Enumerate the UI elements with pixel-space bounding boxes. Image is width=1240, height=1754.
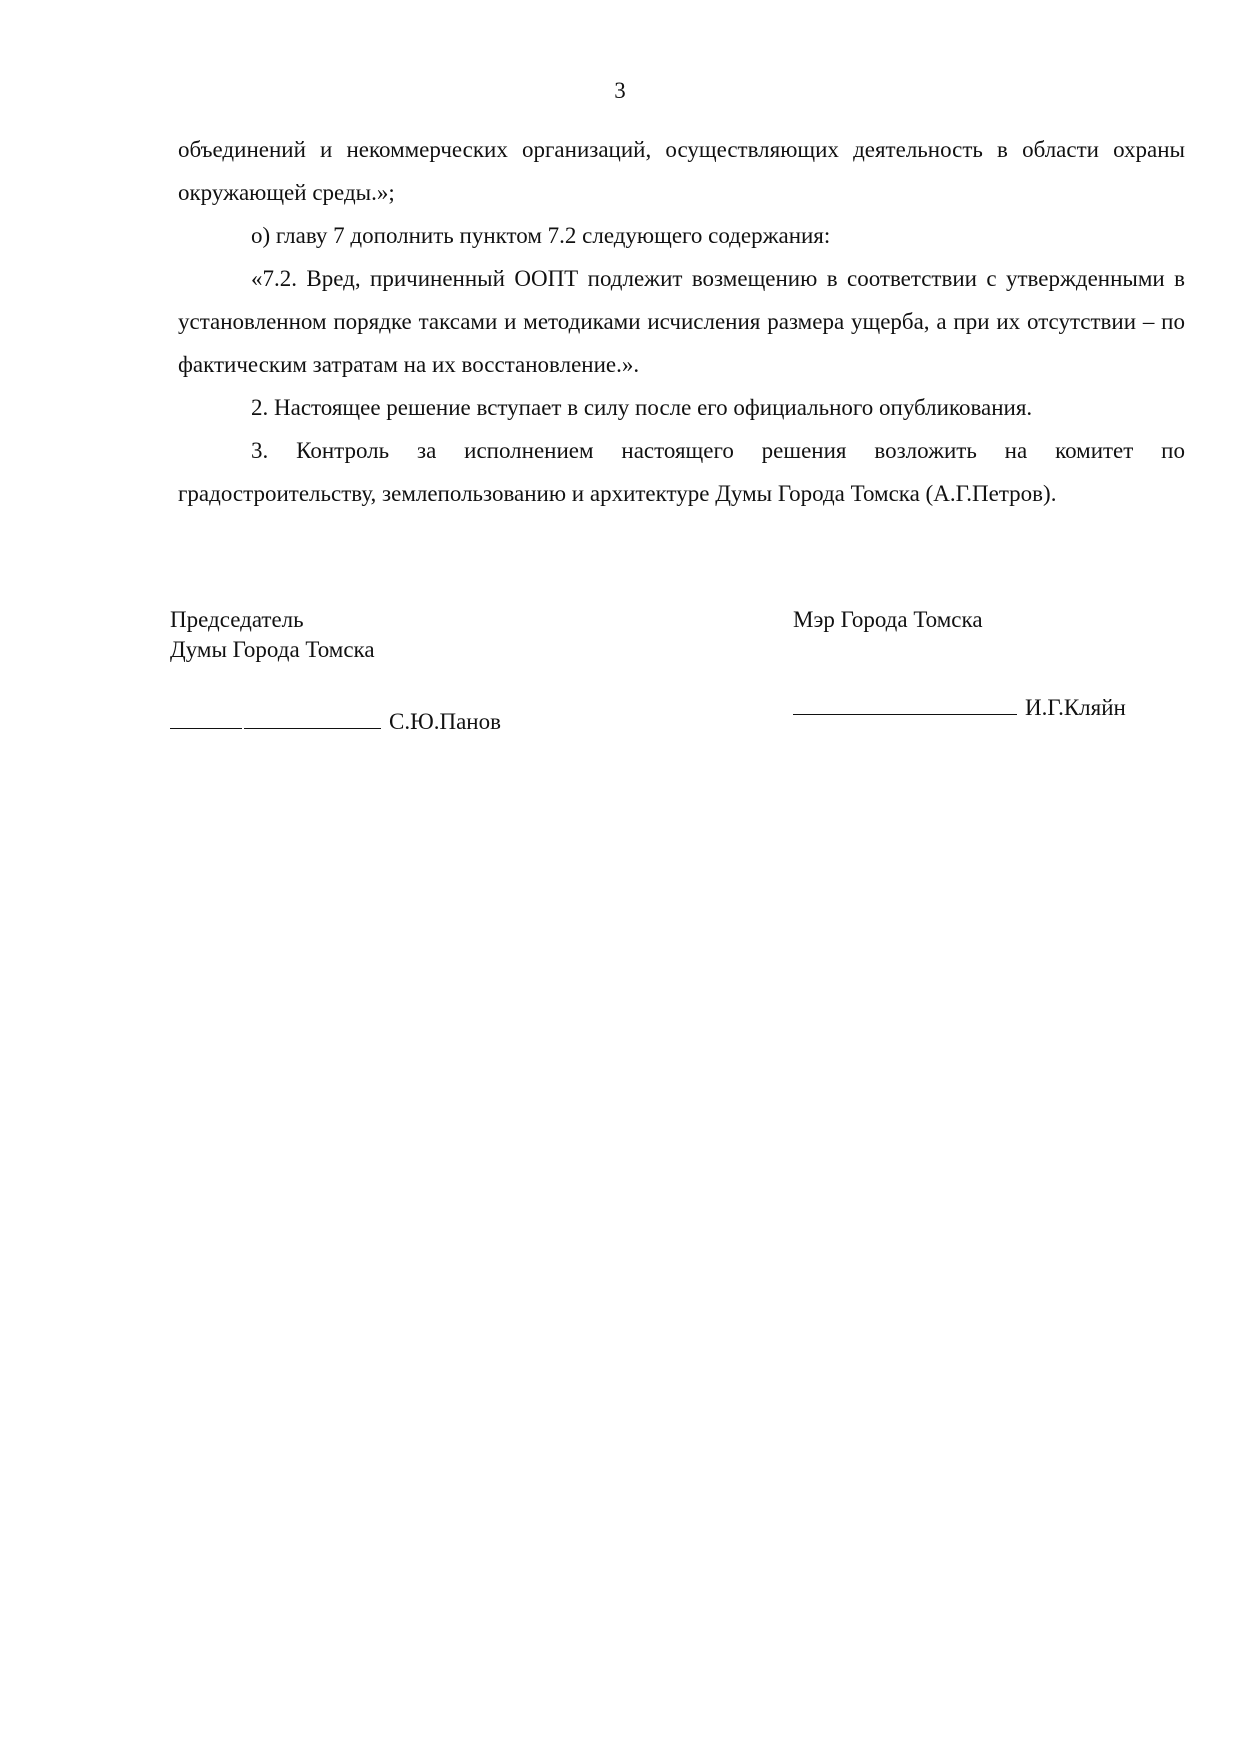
signature-line bbox=[244, 706, 381, 729]
chairman-title-line2: Думы Города Томска bbox=[170, 637, 375, 662]
page-number: 3 bbox=[614, 78, 626, 103]
chairman-title-line1: Председатель bbox=[170, 607, 304, 632]
paragraph-item-2: 2. Настоящее решение вступает в силу после его официального опубликования. bbox=[251, 395, 1033, 420]
chairman-signature-row bbox=[170, 706, 501, 737]
chairman-name: С.Ю.Панов bbox=[389, 709, 501, 734]
signature-line bbox=[793, 692, 1017, 715]
paragraph-amendment-o: о) главу 7 дополнить пунктом 7.2 следующего содержания: bbox=[251, 223, 831, 248]
mayor-name: И.Г.Кляйн bbox=[1025, 695, 1126, 720]
paragraph-item-3: 3. Контроль за исполнением настоящего решения возложить на комитет по градостроительству, землепользованию и архитектуре Думы Города Томска (А.Г.Петров). bbox=[178, 438, 1185, 506]
paragraph-clause-7-2: «7.2. Вред, причиненный ООПТ подлежит возмещению в соответствии с утвержденными в установленном порядке таксами и методиками исчисления размера ущерба, а при их отсутствии – по фактическим затратам на их восстановление.». bbox=[178, 266, 1185, 377]
signature-line bbox=[170, 706, 242, 729]
paragraph-continuation: объединений и некоммерческих организаций, осуществляющих деятельность в области охраны окружающей среды.»; bbox=[178, 137, 1185, 205]
signature-block-chairman bbox=[170, 605, 590, 665]
document-body bbox=[178, 128, 1185, 515]
mayor-title: Мэр Города Томска bbox=[793, 607, 983, 632]
mayor-signature-row bbox=[793, 692, 1126, 723]
signature-block-mayor bbox=[793, 605, 1193, 635]
